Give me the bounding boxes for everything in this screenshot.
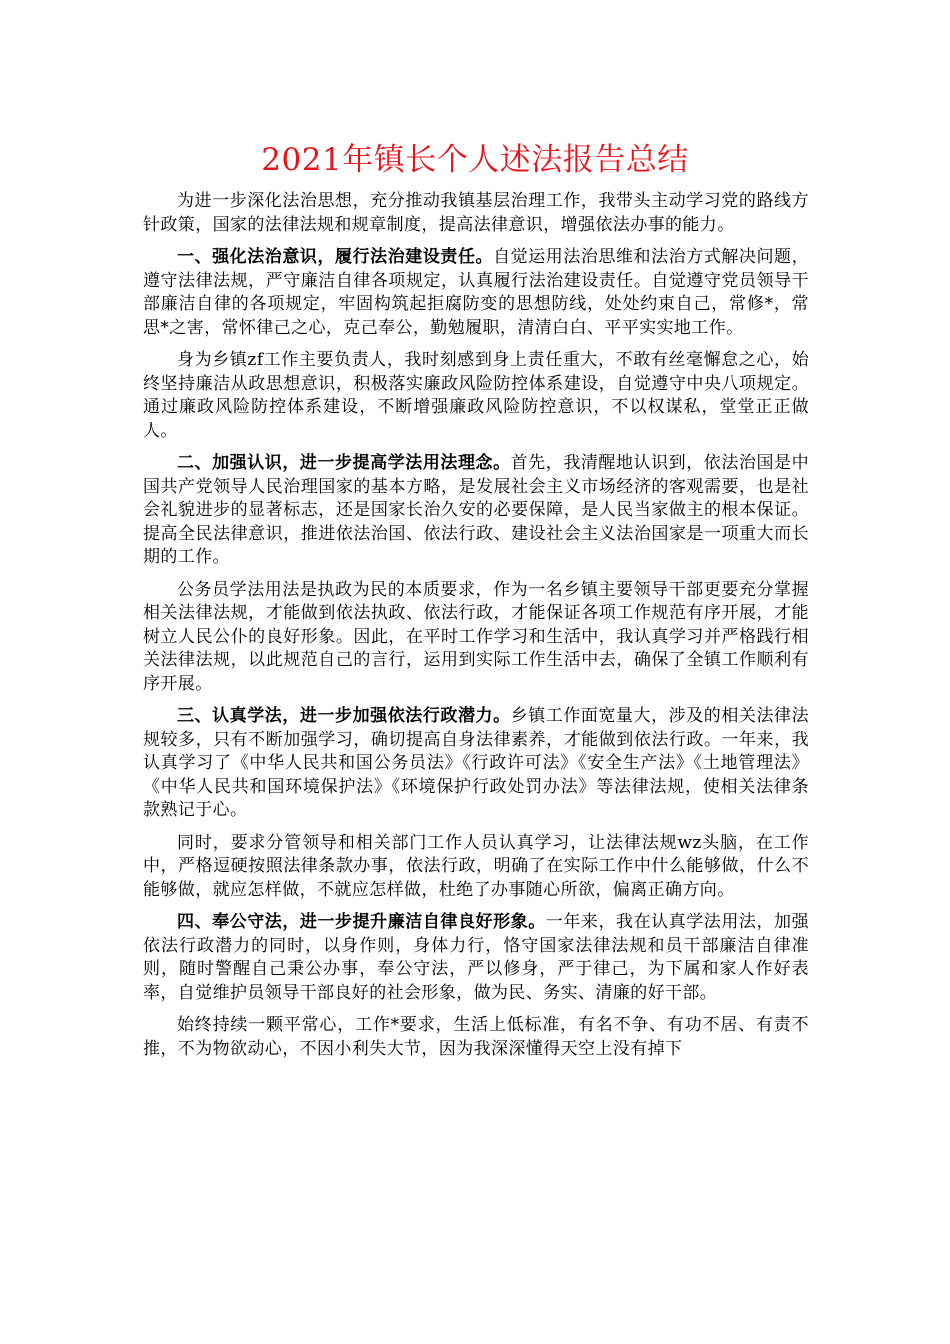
paragraph: [143, 349, 809, 443]
paragraph-heading: 一、强化法治意识，履行法治建设责任。: [177, 247, 494, 267]
paragraph: [143, 452, 809, 570]
document-title: 2021年镇长个人述法报告总结: [261, 142, 689, 178]
paragraph: [143, 579, 809, 697]
paragraph-text: 为进一步深化法治思想，充分推动我镇基层治理工作，我带头主动学习党的路线方针政策，国家的法律法规和规章制度，提高法律意识，增强依法办事的能力。: [143, 191, 809, 235]
paragraph: [143, 832, 809, 903]
paragraph: [143, 190, 809, 237]
paragraph-heading: 四、奉公守法，进一步提升廉洁自律良好形象。: [177, 912, 546, 932]
paragraph-text: 一年来，我在认真学法用法，加强依法行政潜力的同时，以身作则，身体力行，恪守国家法律法规和员干部廉洁自律准则，随时警醒自己秉公办事，奉公守法，严以修身，严于律己，为下属和家人作好表率，自觉维护员领导干部良好的社会形象，做为民、务实、清廉的好干部。: [143, 912, 810, 1003]
paragraph-text: 始终持续一颗平常心，工作*要求，生活上低标准，有名不争、有功不居、有责不推，不为物欲动心，不因小利失大节，因为我深深懂得天空上没有掉下: [143, 1015, 809, 1059]
paragraph-text: 乡镇工作面宽量大，涉及的相关法律法规较多，只有不断加强学习，确切提高自身法律素养，才能做到依法行政。一年来，我认真学习了《中华人民共和国公务员法》《行政许可法》《安全生产法》《土地管理法》《中华人民共和国环境保护法》《环境保护行政处罚办法》等法律法规，使相关法律条款熟记于心。: [143, 706, 809, 820]
paragraph-text: 身为乡镇zf工作主要负责人，我时刻感到身上责任重大，不敢有丝毫懈怠之心，始终坚持廉洁从政思想意识，积极落实廉政风险防控体系建设，自觉遵守中央八项规定。通过廉政风险防控体系建设，不断增强廉政风险防控意识，不以权谋私，堂堂正正做人。: [143, 350, 809, 441]
paragraph-text: 公务员学法用法是执政为民的本质要求，作为一名乡镇主要领导干部更要充分掌握相关法律法规，才能做到依法执政、依法行政，才能保证各项工作规范有序开展，才能树立人民公仆的良好形象。因此，在平时工作学习和生活中，我认真学习并严格践行相关法律法规，以此规范自己的言行，运用到实际工作生活中去，确保了全镇工作顺利有序开展。: [143, 579, 809, 694]
paragraph: [143, 1014, 809, 1061]
paragraph-heading: 三、认真学法，进一步加强依法行政潜力。: [177, 706, 511, 726]
paragraph-text: 同时，要求分管领导和相关部门工作人员认真学习，让法律法规wz头脑，在工作中，严格逗硬按照法律条款办事，依法行政，明确了在实际工作中什么能够做，什么不能够做，就应怎样做，不就应怎样做，杜绝了办事随心所欲，偏离正确方向。: [143, 832, 809, 900]
paragraph: [143, 911, 809, 1005]
paragraph-text: 自觉运用法治思维和法治方式解决问题，遵守法律法规，严守廉洁自律各项规定，认真履行法治建设责任。自觉遵守党员领导干部廉洁自律的各项规定，牢固构筑起拒腐防变的思想防线，处处约束自己，常修*，常思*之害，常怀律己之心，克己奉公，勤勉履职，清清白白、平平实实地工作。: [143, 247, 809, 338]
paragraph-heading: 二、加强认识，进一步提高学法用法理念。: [177, 453, 511, 473]
document-body: [143, 190, 809, 1070]
paragraph: [143, 705, 809, 823]
paragraph: [143, 246, 809, 340]
paragraph-text: 首先，我清醒地认识到，依法治国是中国共产党领导人民治理国家的基本方略，是发展社会主义市场经济的客观需要，也是社会礼貌进步的显著标志，还是国家长治久安的必要保障，是人民当家做主的根本保证。提高全民法律意识，推进依法治国、依法行政、建设社会主义法治国家是一项重大而长期的工作。: [143, 453, 809, 567]
